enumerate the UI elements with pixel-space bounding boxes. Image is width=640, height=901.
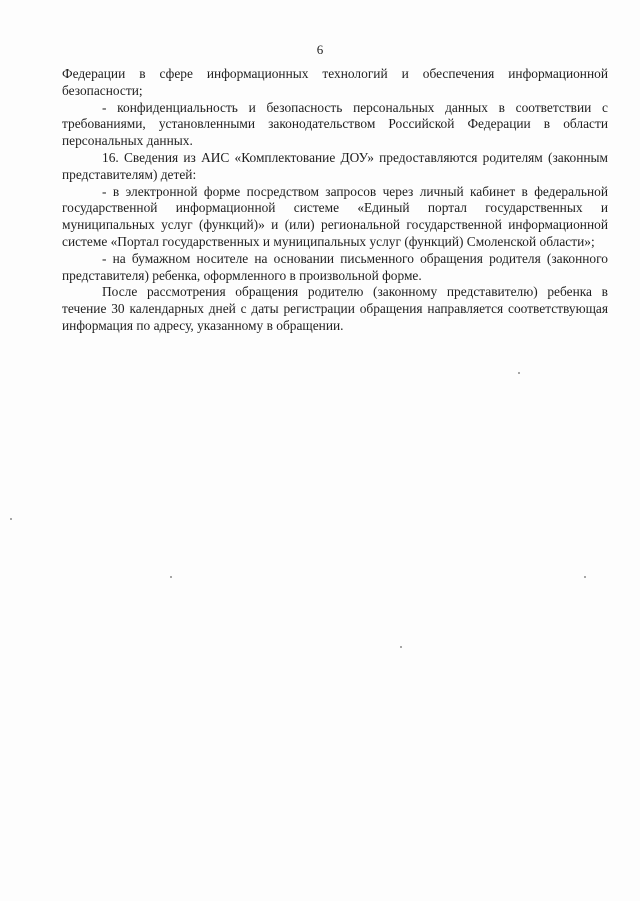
document-body bbox=[62, 66, 608, 335]
paragraph-privacy: - конфиденциальность и безопасность персональных данных в соответствии с требованиями, установленными законодательством Российской Федерации в области персональных данных. bbox=[62, 99, 608, 149]
paragraph-continuation: Федерации в сфере информационных технологий и обеспечения информационной безопасности; bbox=[62, 66, 608, 98]
paragraph-response-terms: После рассмотрения обращения родителю (законному представителю) ребенка в течение 30 календарных дней с даты регистрации обращения направляется соответствующая информация по адресу, указанному в обращении. bbox=[62, 284, 608, 333]
page-number: 6 bbox=[316, 42, 324, 57]
paragraph-electronic-form: - в электронной форме посредством запросов через личный кабинет в федеральной государственной информационной системе «Единый портал государственных и муниципальных услуг (функций)» и (или) региональной государственной информационной системе «Портал государственных и муниципальных услуг (функций) Смоленской области»; bbox=[62, 183, 608, 249]
scan-speck bbox=[400, 646, 402, 648]
scan-speck bbox=[518, 372, 520, 374]
scan-speck bbox=[170, 576, 172, 578]
scan-speck bbox=[584, 576, 586, 578]
scan-speck bbox=[10, 518, 12, 520]
paragraph-paper-form: - на бумажном носителе на основании письменного обращения родителя (законного представителя) ребенка, оформленного в произвольной форме. bbox=[62, 250, 608, 283]
paragraph-item-16: 16. Сведения из АИС «Комплектование ДОУ» предоставляются родителям (законным представителям) детей: bbox=[62, 149, 608, 182]
